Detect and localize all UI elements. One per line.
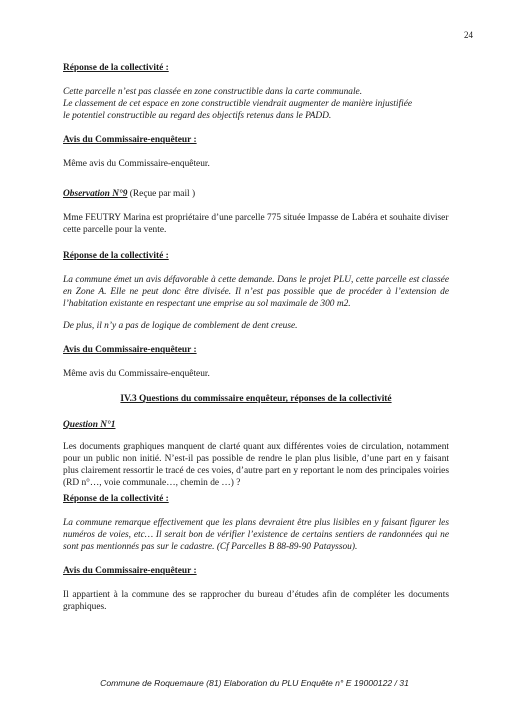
question-text: Les documents graphiques manquent de clarté quant aux différentes voies de circulation, notamment pour un public non initié. N’est-il pas possible de rendre le plan plus lisible, d’une part en y faisant plus clairement ressortir le tracé de ces voies, d’autre part en y reportant le nom des principales voiries (RD n°…, voie communale…, chemin de …) ? <box>63 442 449 488</box>
commissioner-text: Même avis du Commissaire-enquêteur. <box>63 159 210 169</box>
commissioner-text: Même avis du Commissaire-enquêteur. <box>63 369 210 379</box>
response-paragraph: La commune remarque effectivement que les plans devraient être plus lisibles en y faisant figurer les numéros de voies, etc… Il serait bon de vérifier l’existence de certains sentiers de randonnées qui ne sont pas mentionnés pas sur le cadastre. (Cf Parcelles B 88-89-90 Patayssou). <box>63 518 449 552</box>
page-footer: Commune de Roquemaure (81) Elaboration du PLU Enquête n° E 19000122 / 31 <box>100 678 409 688</box>
response-heading: Réponse de la collectivité : <box>63 63 169 73</box>
observation-text: Mme FEUTRY Marina est propriétaire d’une parcelle 775 située Impasse de Labéra et souhaite diviser cette parcelle pour la vente. <box>63 213 449 235</box>
observation-note: (Reçue par mail ) <box>127 189 196 199</box>
response-line: le potentiel constructible au regard des objectifs retenus dans le PADD. <box>63 111 332 121</box>
response-paragraph: De plus, il n’y a pas de logique de comblement de dent creuse. <box>63 321 298 331</box>
commissioner-text: Il appartient à la commune des se rapprocher du bureau d’études afin de compléter les documents graphiques. <box>63 590 449 612</box>
response-line: Le classement de cet espace en zone constructible viendrait augmenter de manière injustifiée <box>63 99 413 109</box>
page-content <box>63 62 449 613</box>
response-heading: Réponse de la collectivité : <box>63 494 169 504</box>
commissioner-heading: Avis du Commissaire-enquêteur : <box>63 345 197 355</box>
commissioner-heading: Avis du Commissaire-enquêteur : <box>63 566 197 576</box>
page-number: 24 <box>464 30 473 40</box>
observation-label: Observation N°9 <box>63 189 128 199</box>
response-paragraph: La commune émet un avis défavorable à cette demande. Dans le projet PLU, cette parcelle est classée en Zone A. Elle ne peut donc être divisée. Il n’est pas possible que de procéder à l’extension de l’habitation existante en respectant une emprise au sol maximale de 300 m2. <box>63 275 449 309</box>
question-label: Question N°1 <box>63 420 116 430</box>
response-heading: Réponse de la collectivité : <box>63 251 169 261</box>
commissioner-heading: Avis du Commissaire-enquêteur : <box>63 135 197 145</box>
observation-heading <box>63 188 449 200</box>
section-title: IV.3 Questions du commissaire enquêteur, réponses de la collectivité <box>120 394 392 404</box>
response-line: Cette parcelle n’est pas classée en zone constructible dans la carte communale. <box>63 87 363 97</box>
